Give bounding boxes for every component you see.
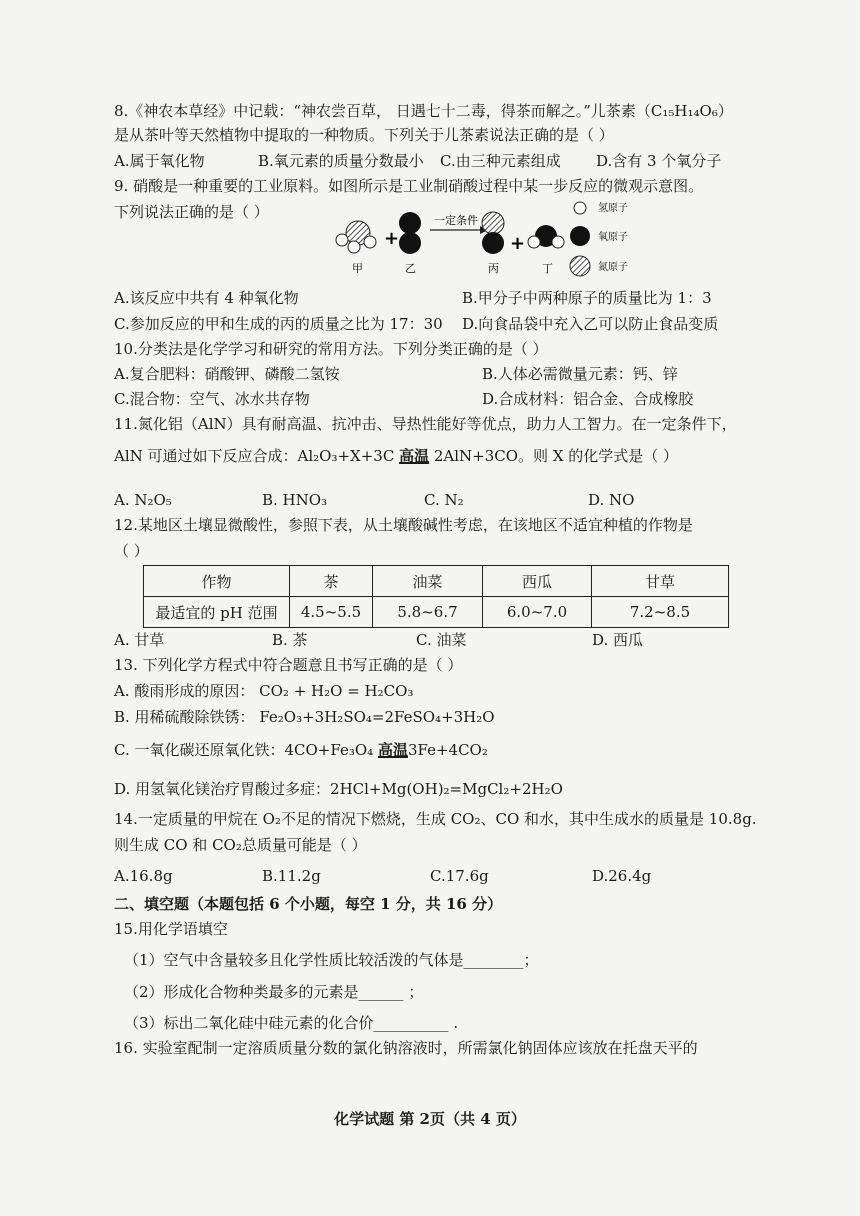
q13-option-d: D. 用氢氧化镁治疗胃酸过多症：2HCl+Mg(OH)₂=MgCl₂+2H₂O: [114, 780, 563, 798]
table-header-cell: 作物: [144, 566, 290, 597]
table-header-cell: 茶: [290, 566, 373, 597]
q14-option-d: D.26.4g: [592, 867, 652, 885]
table-cell: 4.5~5.5: [290, 597, 373, 628]
label-yi: 乙: [405, 262, 416, 275]
plus-sign: +: [510, 233, 526, 254]
q13-option-a: A. 酸雨形成的原因： CO₂ + H₂O = H₂CO₃: [114, 682, 414, 700]
q9-option-a: A.该反应中共有 4 种氧化物: [114, 289, 299, 307]
q11-eq-left: AlN 可通过如下反应合成：Al₂O₃+X+3C: [114, 447, 400, 465]
q12-option-d: D. 西瓜: [592, 631, 644, 649]
q12-option-b: B. 茶: [272, 631, 308, 649]
q13-option-b: B. 用稀硫酸除铁锈： Fe₂O₃+3H₂SO₄=2FeSO₄+3H₂O: [114, 708, 495, 726]
ph-table: [143, 565, 729, 628]
q14-line2: 则生成 CO 和 CO₂总质量可能是（ ）: [114, 836, 367, 854]
table-header-cell: 甘草: [592, 566, 729, 597]
q8-option-b: B.氧元素的质量分数最小: [258, 152, 424, 170]
q11-option-b: B. HNO₃: [262, 491, 328, 509]
table-row: [144, 597, 729, 628]
q8-option-d: D.含有 3 个氧分子: [596, 152, 722, 170]
q14-line1: 14.一定质量的甲烷在 O₂不足的情况下燃烧，生成 CO₂、CO 和水，其中生成水的质量是 10.8g.: [114, 810, 757, 828]
q8-option-c: C.由三种元素组成: [440, 152, 561, 170]
legend-nitrogen: 氮原子: [598, 262, 628, 273]
q13-c-condition: 高温: [377, 741, 408, 759]
q10-option-a: A.复合肥料：硝酸钾、磷酸二氢铵: [114, 365, 340, 383]
label-ding: 丁: [542, 262, 553, 275]
molecule-yi: [399, 212, 421, 254]
q12-line2: （ ）: [114, 542, 149, 560]
q13-option-c: [114, 740, 488, 760]
section-heading: 二、填空题（本题包括 6 个小题，每空 1 分，共 16 分）: [114, 895, 503, 913]
q8-option-a: A.属于氧化物: [114, 152, 205, 170]
q11-option-a: A. N₂O₅: [114, 491, 172, 509]
arrow-label: 一定条件: [434, 214, 478, 227]
q11-line2: [114, 446, 678, 466]
q15-sub3: （3）标出二氧化硅中硅元素的化合价__________ .: [124, 1014, 459, 1032]
q13-line1: 13. 下列化学方程式中符合题意且书写正确的是（ ）: [114, 656, 463, 674]
q9-line2: 下列说法正确的是（ ）: [114, 203, 269, 221]
table-cell: 最适宜的 pH 范围: [144, 597, 290, 628]
label-bing: 丙: [488, 262, 499, 275]
reaction-diagram: [330, 198, 710, 278]
q10-option-c: C.混合物：空气、冰水共存物: [114, 390, 310, 408]
q15-sub1: （1）空气中含量较多且化学性质比较活泼的气体是________；: [124, 951, 539, 969]
q14-option-b: B.11.2g: [262, 867, 321, 885]
q14-option-a: A.16.8g: [114, 867, 173, 885]
q12-line1: 12.某地区土壤显微酸性，参照下表，从土壤酸碱性考虑，在该地区不适宜种植的作物是: [114, 516, 693, 534]
molecule-bing: [482, 212, 504, 254]
q10-option-d: D.合成材料：铝合金、合成橡胶: [482, 390, 694, 408]
q9-option-b: B.甲分子中两种原子的质量比为 1：3: [462, 289, 712, 307]
table-row: [144, 566, 729, 597]
table-cell: 6.0~7.0: [483, 597, 592, 628]
q12-option-c: C. 油菜: [416, 631, 467, 649]
q9-option-d: D.向食品袋中充入乙可以防止食品变质: [462, 315, 719, 333]
molecule-ding: [528, 225, 564, 248]
q10-option-b: B.人体必需微量元素：钙、锌: [482, 365, 678, 383]
q12-option-a: A. 甘草: [114, 631, 165, 649]
page-footer: 化学试题 第 2页（共 4 页）: [334, 1110, 526, 1128]
q11-eq-right: 2AlN+3CO。则 X 的化学式是（ ）: [429, 447, 679, 465]
legend-oxygen: 氧原子: [598, 232, 628, 243]
q8-line1: 8.《神农本草经》中记载：“神农尝百草， 日遇七十二毒，得茶而解之。”儿茶素（C₁₅H₁₄O₆）: [114, 102, 733, 120]
q15-line1: 15.用化学语填空: [114, 920, 228, 938]
table-cell: 7.2~8.5: [592, 597, 729, 628]
nitrogen-legend-icon: [570, 256, 590, 276]
q11-option-d: D. NO: [588, 491, 635, 509]
table-header-cell: 油菜: [373, 566, 483, 597]
reaction-arrow: [430, 226, 488, 234]
q11-condition: 高温: [399, 447, 430, 465]
q15-sub2: （2）形成化合物种类最多的元素是______ ；: [124, 983, 424, 1001]
q11-option-c: C. N₂: [424, 491, 464, 509]
table-header-cell: 西瓜: [483, 566, 592, 597]
q10-line1: 10.分类法是化学学习和研究的常用方法。下列分类正确的是（ ）: [114, 340, 548, 358]
q16-line1: 16. 实验室配制一定溶质质量分数的氯化钠溶液时，所需氯化钠固体应该放在托盘天平的: [114, 1039, 698, 1057]
plus-sign: +: [384, 228, 400, 249]
q8-line2: 是从茶叶等天然植物中提取的一种物质。下列关于儿茶素说法正确的是（ ）: [114, 126, 614, 144]
hydrogen-legend-icon: [574, 202, 586, 214]
molecule-jia: [336, 221, 376, 253]
q13-c-left: C. 一氧化碳还原氧化铁：4CO+Fe₃O₄: [114, 741, 378, 759]
q14-option-c: C.17.6g: [430, 867, 489, 885]
q11-line1: 11.氮化铝（AlN）具有耐高温、抗冲击、导热性能好等优点，助力人工智力。在一定条件下，: [114, 415, 737, 433]
q9-line1: 9. 硝酸是一种重要的工业原料。如图所示是工业制硝酸过程中某一步反应的微观示意图。: [114, 177, 704, 195]
q13-c-right: 3Fe+4CO₂: [407, 741, 488, 759]
table-cell: 5.8~6.7: [373, 597, 483, 628]
q9-option-c: C.参加反应的甲和生成的丙的质量之比为 17：30: [114, 315, 443, 333]
legend-hydrogen: 氢原子: [598, 203, 628, 214]
oxygen-legend-icon: [570, 226, 590, 246]
label-jia: 甲: [352, 262, 363, 275]
